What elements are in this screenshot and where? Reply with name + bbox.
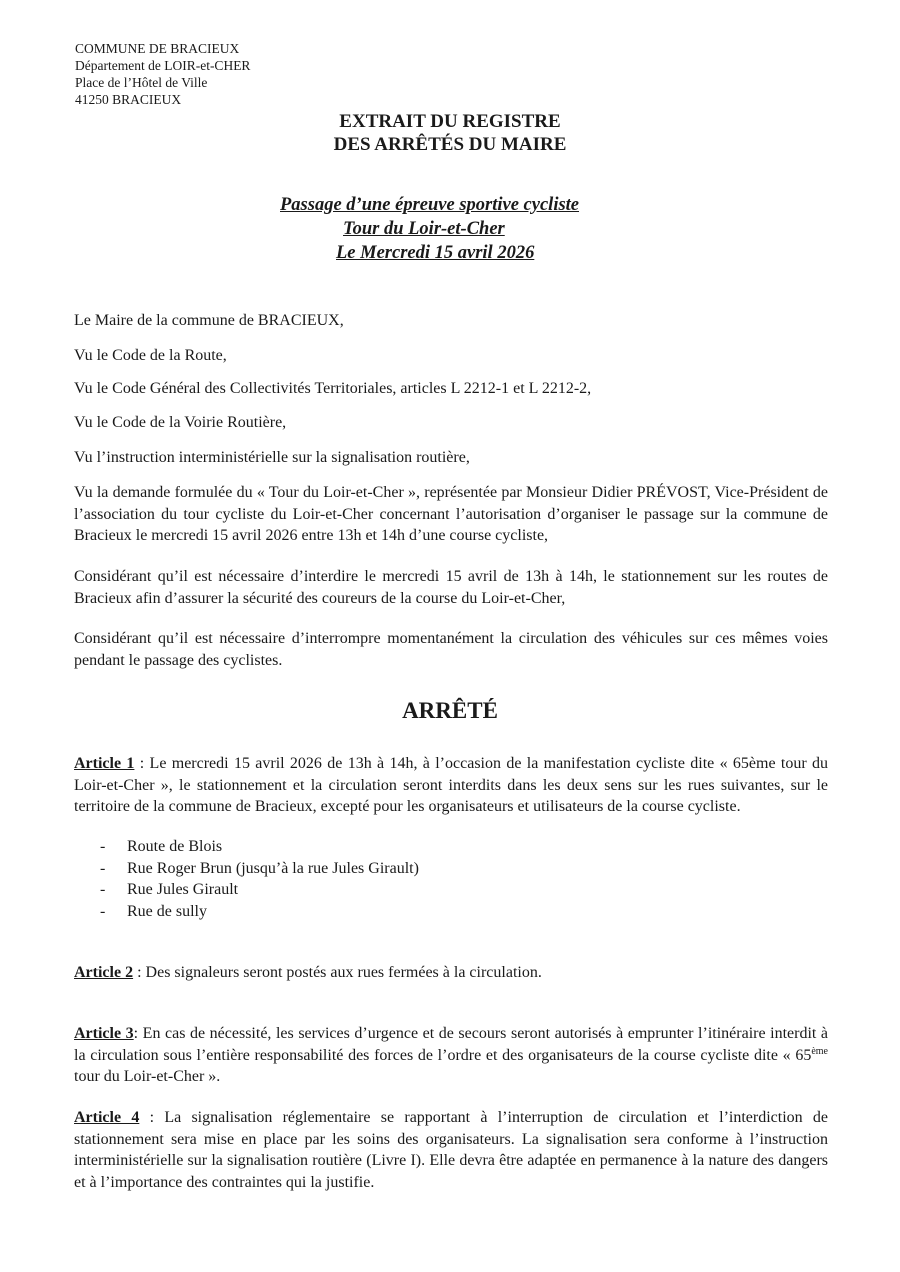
article-3-sep: : xyxy=(133,1025,143,1042)
commune-header xyxy=(75,40,250,108)
address-city: 41250 BRACIEUX xyxy=(75,92,182,107)
dash-bullet: - xyxy=(100,859,106,877)
title-line-2: DES ARRÊTÉS DU MAIRE xyxy=(333,134,567,155)
dash-bullet: - xyxy=(100,902,106,920)
article-4-text: La signalisation réglementaire se rapportant à l’interruption de circulation et l’interdiction de stationnement sera mise en place par les soins des organisateurs. La signalisation sera conforme à l’instruction interministérielle sur la signalisation routière (Livre I). Elle devra être adaptée en permanence à la nature des dangers et à l’importance des contraintes qui la justifie. xyxy=(74,1109,829,1191)
dash-bullet: - xyxy=(100,881,106,898)
departement: Département de LOIR-et-CHER xyxy=(75,58,251,73)
subject-line-1: Passage d’une épreuve sportive cycliste xyxy=(280,195,580,215)
list-item xyxy=(100,836,419,858)
article-3 xyxy=(74,1023,828,1088)
street-name: Route de Blois xyxy=(127,838,223,855)
article-4 xyxy=(74,1107,828,1193)
title-line-1: EXTRAIT DU REGISTRE xyxy=(339,111,561,132)
preamble-considerant-1: Considérant qu’il est nécessaire d’interdire le mercredi 15 avril de 13h à 14h, le stationnement sur les routes de Bracieux afin d’assurer la sécurité des coureurs de la course du Loir-et-Cher, xyxy=(74,568,828,607)
article-3-text: En cas de nécessité, les services d’urgence et de secours seront autorisés à emprunter l’itinéraire interdit à la circulation sous l’entière responsabilité des forces de l’ordre et des organisateurs de la course cycliste dite « 65 xyxy=(74,1025,829,1064)
street-name: Rue Roger Brun (jusqu’à la rue Jules Girault) xyxy=(127,859,419,877)
document-title xyxy=(0,110,900,156)
list-item xyxy=(100,858,419,880)
street-name: Rue de sully xyxy=(127,902,207,920)
article-1-text: Le mercredi 15 avril 2026 de 13h à 14h, à l’occasion de la manifestation cycliste dite « 65ème tour du Loir-et-Cher », le stationnement et la circulation seront interdits dans les deux sens sur les rues suivantes, sur le territoire de la commune de Bracieux, excepté pour les organisateurs et utilisateurs de la course cycliste. xyxy=(74,755,829,815)
article-4-label: Article 4 xyxy=(74,1109,140,1126)
article-4-sep: : xyxy=(139,1109,165,1126)
article-3-text-end: tour du Loir-et-Cher ». xyxy=(74,1068,221,1085)
article-3-label: Article 3 xyxy=(74,1025,134,1042)
article-2-sep: : xyxy=(133,964,146,981)
address-street: Place de l’Hôtel de Ville xyxy=(75,75,208,90)
preamble-vu-demande: Vu la demande formulée du « Tour du Loir-et-Cher », représentée par Monsieur Didier PRÉVOST, Vice-Président de l’association du tour cycliste du Loir-et-Cher concernant l’autorisation d’organiser le passage sur la commune de Bracieux le mercredi 15 avril 2026 entre 13h et 14h d’une course cycliste, xyxy=(74,484,828,544)
article-1 xyxy=(74,753,828,818)
preamble-vu-voirie: Vu le Code de la Voirie Routière, xyxy=(74,414,287,431)
list-item xyxy=(100,901,419,923)
preamble-considerant-2: Considérant qu’il est nécessaire d’interrompre momentanément la circulation des véhicules sur ces mêmes voies pendant le passage des cyclistes. xyxy=(74,630,828,669)
arrete-heading: ARRÊTÉ xyxy=(402,698,498,723)
article-3-superscript: ème xyxy=(811,1045,828,1057)
list-item xyxy=(100,879,419,901)
article-1-label: Article 1 xyxy=(74,755,135,772)
street-name: Rue Jules Girault xyxy=(127,881,239,898)
street-list xyxy=(100,836,419,922)
commune-name: COMMUNE DE BRACIEUX xyxy=(75,41,240,56)
article-2 xyxy=(74,962,828,984)
subject-line-2: Tour du Loir-et-Cher xyxy=(343,219,505,239)
subject-line-3: Le Mercredi 15 avril 2026 xyxy=(336,243,535,263)
preamble-vu-instruction: Vu l’instruction interministérielle sur la signalisation routière, xyxy=(74,449,470,466)
article-2-text: Des signaleurs seront postés aux rues fermées à la circulation. xyxy=(145,964,542,981)
preamble-vu-cgct: Vu le Code Général des Collectivités Territoriales, articles L 2212-1 et L 2212-2, xyxy=(74,380,592,397)
preamble-maire: Le Maire de la commune de BRACIEUX, xyxy=(74,312,344,329)
dash-bullet: - xyxy=(100,838,106,855)
article-1-sep: : xyxy=(134,755,150,772)
preamble-vu-code-route: Vu le Code de la Route, xyxy=(74,347,227,364)
article-2-label: Article 2 xyxy=(74,964,134,981)
